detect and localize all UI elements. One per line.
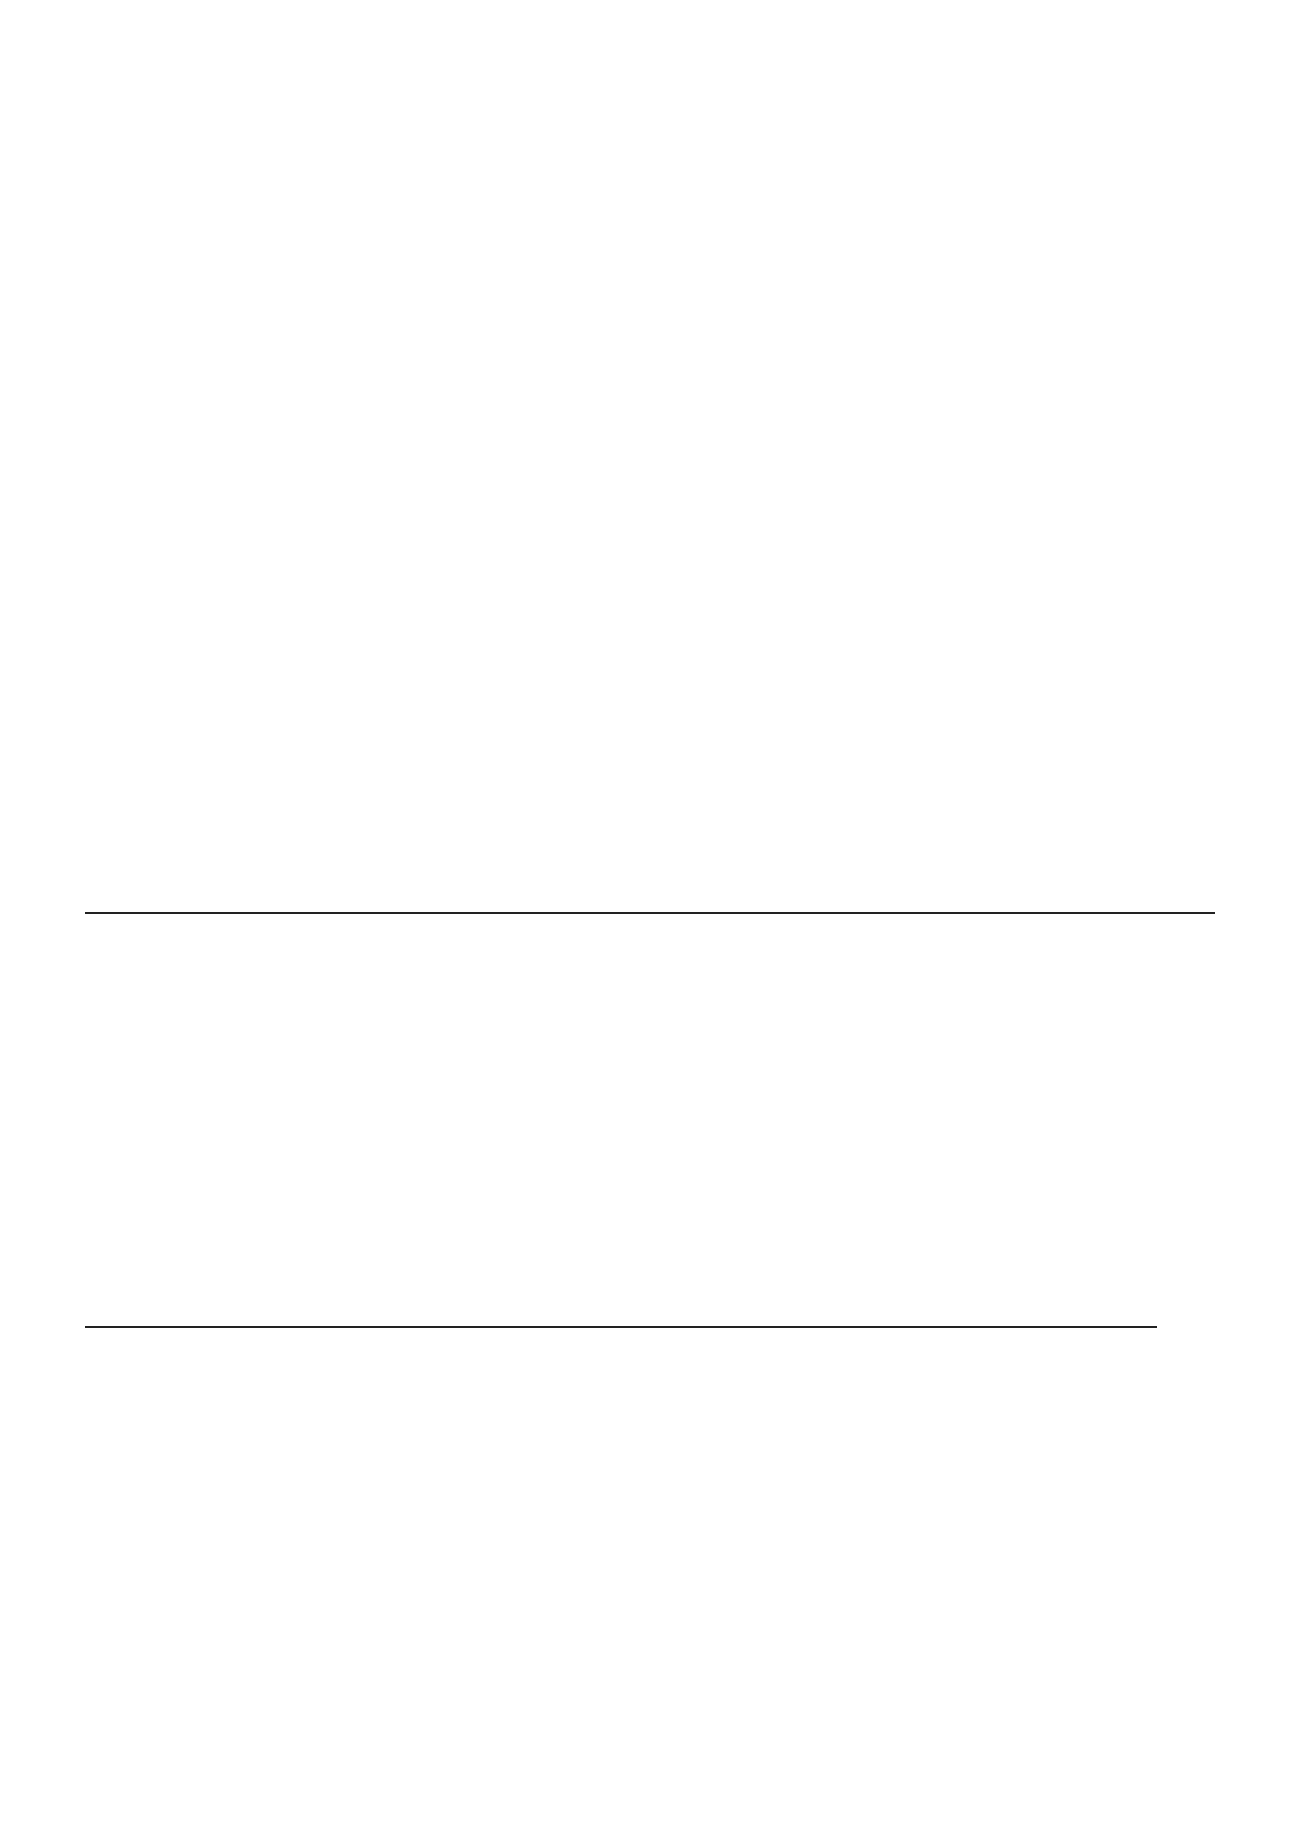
- divider-top: [85, 912, 1215, 914]
- divider-mid: [85, 1326, 1157, 1328]
